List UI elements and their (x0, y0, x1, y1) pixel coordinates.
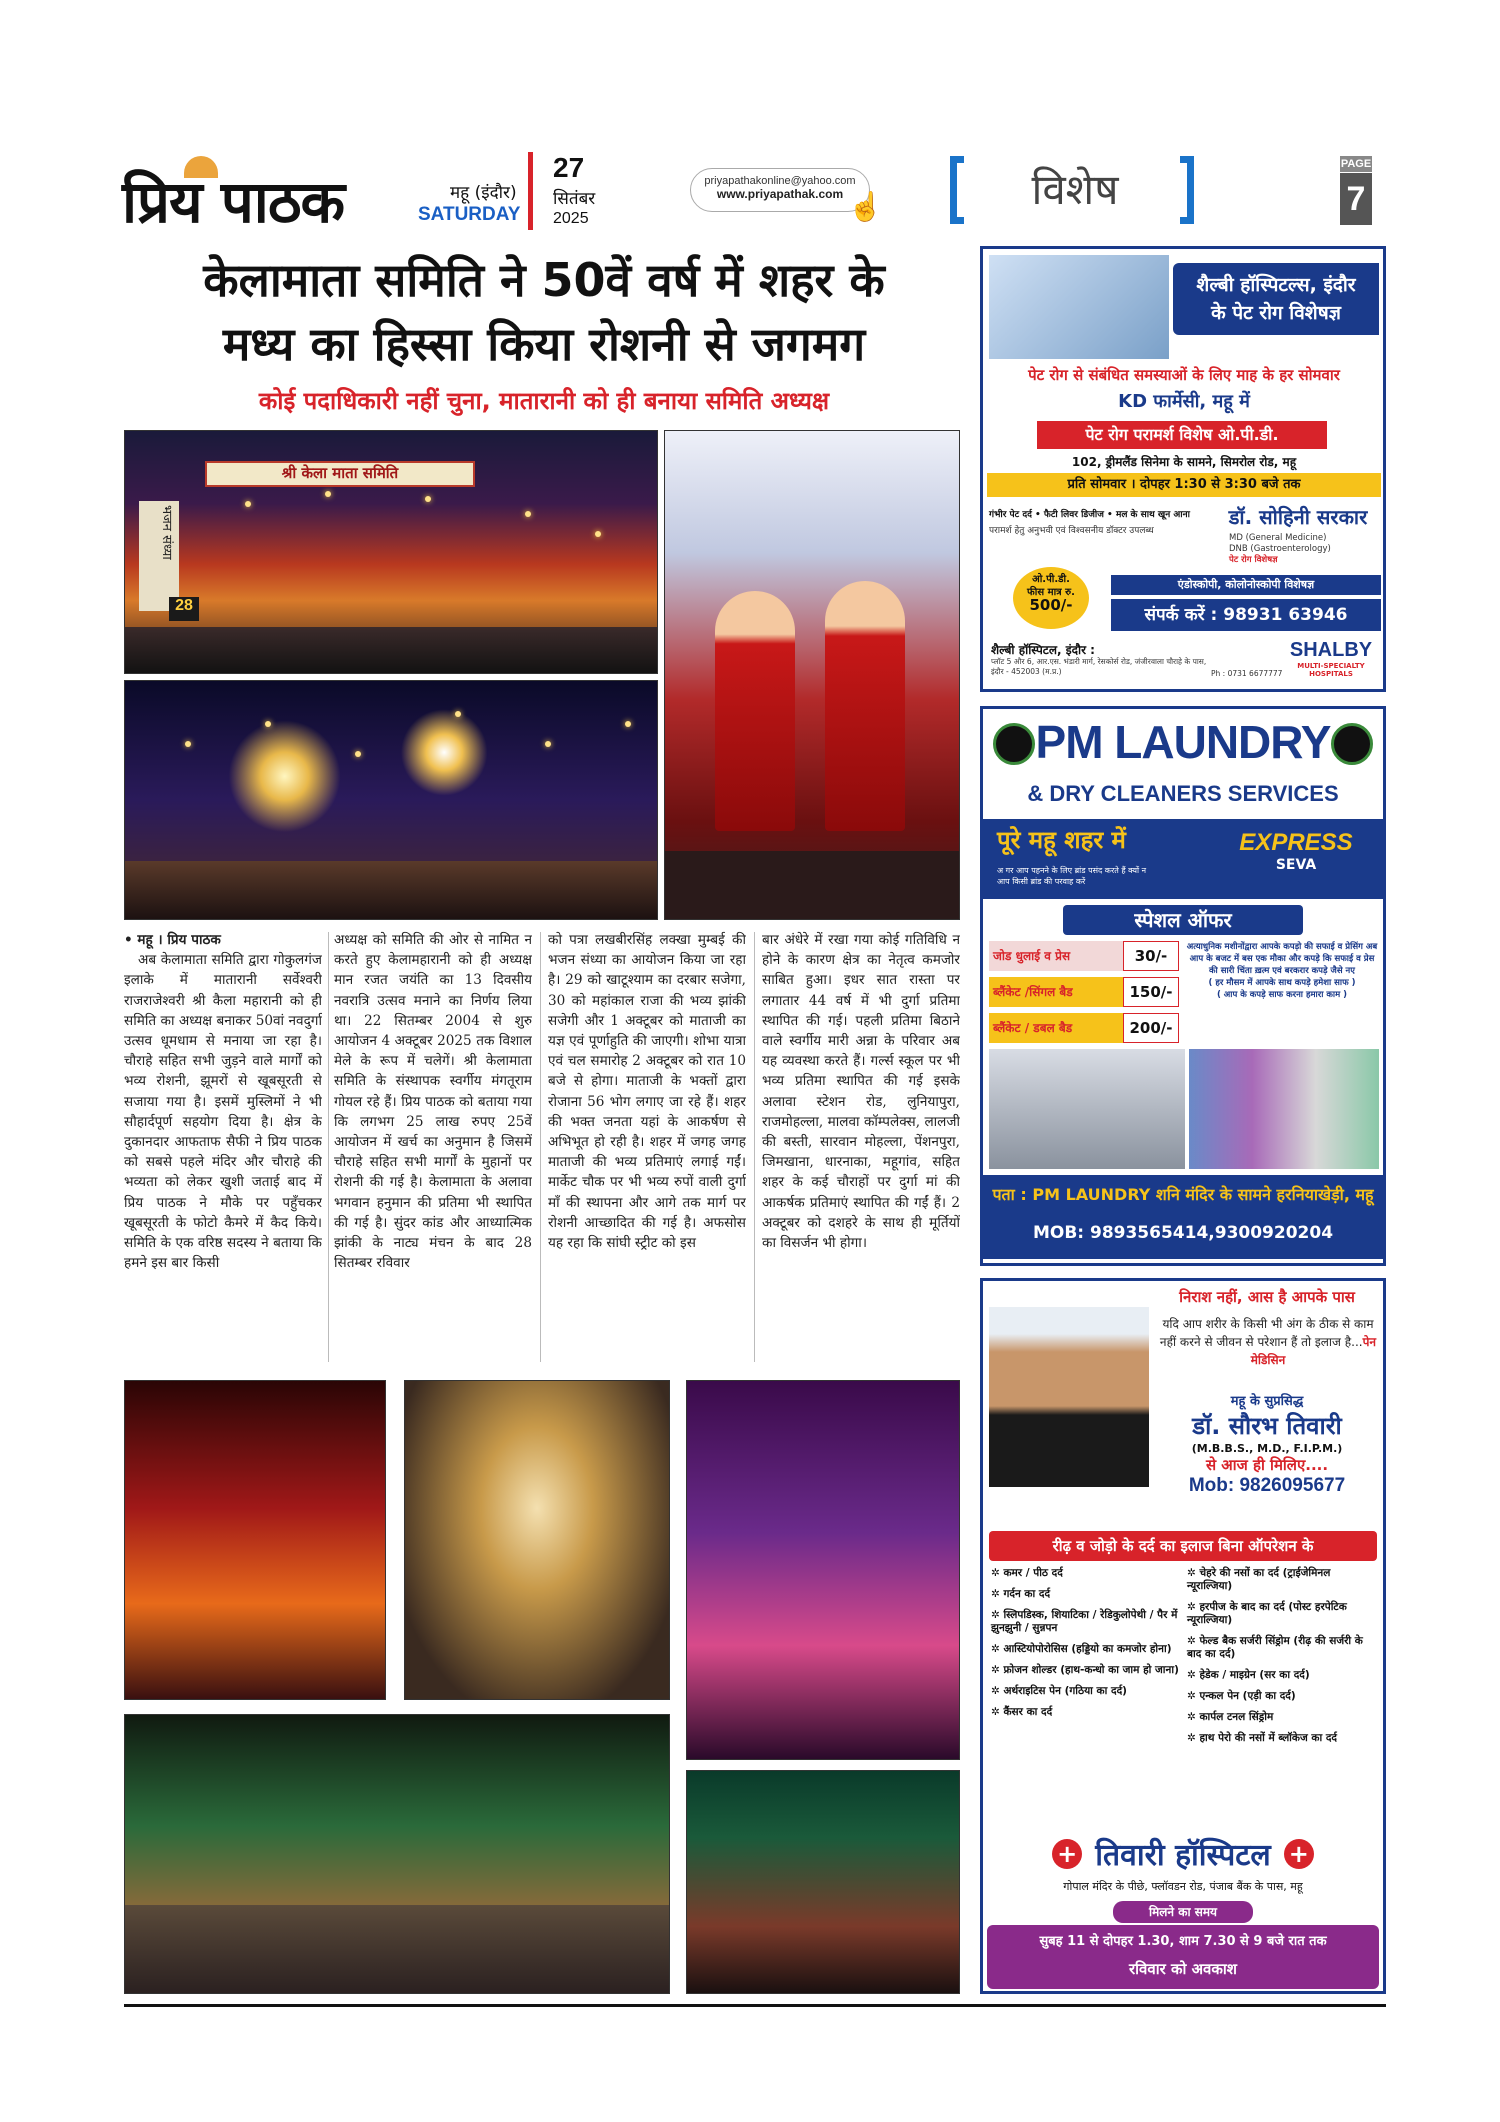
subheadline: कोई पदाधिकारी नहीं चुना, मातारानी को ही बनाया समिति अध्यक्ष (258, 387, 830, 415)
condition-item: ✲ फेल्ड बैक सर्जरी सिंड्रोम (रीढ़ की सर्जरी के बाद का दर्द) (1187, 1635, 1363, 1660)
condition-item: ✲ हेडेक / माइग्रेन (सर का दर्द) (1187, 1669, 1310, 1681)
gate-sign: श्री केला माता समिति (205, 461, 475, 487)
condition-item: ✲ गर्दन का दर्द (991, 1588, 1051, 1600)
opd-banner: पेट रोग परामर्श विशेष ओ.पी.डी. (1037, 421, 1327, 449)
photo-kali-idol (124, 1380, 386, 1700)
doctor-degrees: MD (General Medicine) DNB (Gastroenterology) पेट रोग विशेषज्ञ (1229, 533, 1331, 565)
ad-pm-laundry (980, 706, 1386, 1266)
hope-banner: निराश नहीं, आस है आपके पास (1179, 1288, 1355, 1306)
red-cross-icon: + (1052, 1839, 1082, 1869)
rate-item: ब्लैंकेट / डबल बैड (989, 1013, 1123, 1043)
photo-market-gate (124, 430, 658, 674)
date-divider (528, 152, 533, 230)
crowd (125, 627, 658, 674)
rate-table (989, 941, 1179, 1049)
pharmacy-name: KD फार्मेसी, महू में (1118, 391, 1250, 412)
section-title: विशेष (1031, 165, 1119, 214)
hospital-phone: Ph : 0731 6677777 (1211, 669, 1283, 678)
bhajan-board: भजन संध्या (139, 501, 179, 611)
monthly-notice: पेट रोग से संबंधित समस्याओं के लिए माह के हर सोमवार (1028, 366, 1340, 384)
laundry-logo-icon (1331, 723, 1373, 765)
section-bracket-left (950, 156, 964, 224)
dateline: • महू । प्रिय पाठक (124, 932, 221, 948)
contact-box (690, 168, 870, 212)
opd-address: 102, ड्रीमलैंड सिनेमा के सामने, सिमरोल रोड, महू (1071, 455, 1297, 469)
laundry-title: PM LAUNDRY (1035, 716, 1331, 768)
doctor-name: डॉ. सोहिनी सरकार (1228, 505, 1368, 529)
condition-item: ✲ कैंसर का दर्द (991, 1706, 1053, 1718)
doctor-info: महू के सुप्रसिद्ध डॉ. सौरभ तिवारी (M.B.B.S., M.D., F.I.P.M.) से आज ही मिलिए.... Mob: 9826095677 (1188, 1394, 1346, 1496)
visiting-hours: सुबह 11 से दोपहर 1.30, शाम 7.30 से 9 बजे रात तक रविवार को अवकाश (987, 1925, 1379, 1989)
column-rule (328, 932, 329, 1362)
group-of-people (125, 1905, 670, 1994)
newspaper-logo: प्रिय पाठक (122, 160, 362, 240)
pain-intro: यदि आप शरीर के किसी भी अंग के ठीक से काम नहीं करने से जीवन से परेशान हैं तो इलाज है...पेन मेडिसिन (1159, 1317, 1377, 1367)
washing-machines-image (989, 1049, 1185, 1169)
devotees (665, 851, 960, 920)
column-text: अब केलामाता समिति द्वारा गोकुलगंज इलाके में मातारानी सर्वेश्वरी राजराजेश्वरी श्री कैला महारानी को ही समिति का अध्यक्ष बनाकर 50वां नवदुर्गा उत्सव धूमधाम से मनाया जा रहा है। चौराहे सहित सभी जुड़ने वाले मार्गों को भव्य रोशनी, झूमरों से खूबसूरती से सजाया गया है। इसमें मुस्लिमों ने भी सौहार्दपूर्ण सहयोग दिया है। क्षेत्र के दुकानदार आफताफ सैफी ने प्रिय पाठक को सबसे पहले मंदिर और चौराहे की भव्यता को लेकर खुशी जताई बाद में प्रिय पाठक ने मौके पर पहुँचकर खूबसूरती के फोटो कैमरे में कैद किये। समिति के एक वरिष्ठ सदस्य ने बताया कि हमने इस बार किसी (124, 952, 322, 1272)
poster-date: 28 (169, 597, 199, 621)
condition-item: ✲ चेहरे की नसों का दर्द (ट्राईजेमिनल न्यूराल्जिया) (1187, 1567, 1331, 1592)
rate-row (989, 941, 1179, 971)
clothes-rack-image (1189, 1049, 1379, 1169)
photo-goddess-idols (664, 430, 960, 920)
idol-left (715, 591, 795, 831)
doctor-photo (989, 1307, 1149, 1487)
photo-chandeliers (124, 680, 658, 920)
ad-tiwari-hospital (980, 1278, 1386, 1994)
visiting-time-label: मिलने का समय (1113, 1901, 1253, 1923)
column-rule (540, 932, 541, 1362)
laundry-logo-icon (993, 723, 1035, 765)
column-rule (754, 932, 755, 1362)
photo-committee-members (124, 1714, 670, 1994)
laundry-address: पता : PM LAUNDRY शनि मंदिर के सामने हरनियाखेड़ी, महू (983, 1175, 1383, 1215)
contact-email[interactable]: priyapathakonline@yahoo.com (704, 175, 856, 187)
hospital-address: गोपाल मंदिर के पीछे, फ्लॉवडन रोड, पंजाब बैंक के पास, महू (1063, 1880, 1303, 1893)
headline: केलामाता समिति ने 50वें वर्ष में शहर के मध्य का हिस्सा किया रोशनी से जगमग (203, 253, 885, 371)
treatment-title: रीढ़ व जोड़ो के दर्द का इलाज बिना ऑपरेशन के (989, 1531, 1377, 1561)
condition-item: ✲ फ्रोजन शोल्डर (हाथ-कन्धो का जाम हो जाना) (991, 1664, 1179, 1676)
hospital-address: प्लॉट 5 और 6, आर.एस. भंडारी मार्ग, रेसकोर्स रोड, जंजीरवाला चौराहे के पास, इंदौर - 452003 (म.प्र.) (991, 657, 1207, 676)
idol-right (825, 581, 905, 831)
condition-item: ✲ अर्थराइटिस पेन (गठिया का दर्द) (991, 1685, 1127, 1697)
edition-place: महू (इंदौर) (450, 183, 517, 203)
special-offer-banner: स्पेशल ऑफर (1063, 905, 1303, 935)
condition-list-right (1187, 1567, 1379, 1753)
photo-mahishasura-idol (686, 1770, 960, 1994)
ad-title-box: शैल्बी हॉस्पिटल्स, इंदौर के पेट रोग विशेषज्ञ (1173, 263, 1379, 335)
photo-durga-on-lion (404, 1380, 670, 1700)
laundry-note: अ गर आप पहनने के लिए ब्रांड पसंद करते हैं क्यों न आप किसी ब्रांड की परवाह करें (997, 866, 1147, 886)
rate-price: 150/- (1123, 977, 1179, 1007)
contact-website[interactable]: www.priyapathak.com (716, 187, 844, 201)
rate-row (989, 1013, 1179, 1043)
article-column-4: बार अंधेरे में रखा गया कोई गतिविधि न होने के कारण क्षेत्र का नेतृत्व कमजोर साबित हुआ। इधर सात रास्ता पर लगातार 44 वर्ष में भी दुर्गा प्रतिमा स्थापित की गई। पहली प्रतिमा बिठाने वाले स्वर्गीय मारी अन्ना के परिवार अब यह व्यवस्था करते हैं। गर्ल्स स्कूल पर भी भव्य प्रतिमा स्थापित की गई इसके अलावा स्टेशन रोड, लुनियापुरा, राजमोहल्ला, मालवा कॉम्पलेक्स, लालजी की बस्ती, सारवान मोहल्ला, पेंशनपुरा, जिमखाना, धारनाका, महूगांव, सहित शहर के कई चौराहों पर दुर्गा मां की आकर्षक प्रतिमाएं स्थापित की गईं हैं। 2 अक्टूबर को दशहरे के साथ ही मूर्तियों का विसर्जन भी होगा। (762, 932, 960, 1252)
condition-item: ✲ आस्टियोपोरोसिस (हड्डियो का कमजोर होना) (991, 1643, 1172, 1655)
rate-price: 30/- (1123, 941, 1179, 971)
photo-ganesh-idol (686, 1380, 960, 1760)
rate-item: जोड धुलाई व प्रेस (989, 941, 1123, 971)
date-year: 2025 (553, 210, 589, 227)
endoscopy-banner: एंडोस्कोपी, कोलोनोस्कोपी विशेषज्ञ (1111, 575, 1381, 595)
page-label: PAGE (1340, 158, 1372, 170)
shalby-logo: SHALBY MULTI-SPECIALTY HOSPITALS (1289, 639, 1373, 678)
condition-item: ✲ हाथ पेरो की नसों में ब्लॉकेज का दर्द (1187, 1732, 1338, 1744)
date-month: सितंबर (553, 189, 596, 209)
city-coverage: पूरे महू शहर में (997, 826, 1126, 854)
article-column-1 (124, 930, 322, 1366)
page-number: 7 (1340, 173, 1372, 225)
hospital-building-image (989, 255, 1169, 359)
condition-item: ✲ एन्कल पेन (एड़ी का दर्द) (1187, 1690, 1296, 1702)
rate-item: ब्लैंकेट /सिंगल बैड (989, 977, 1123, 1007)
date-number: 27 (553, 152, 585, 183)
laundry-mobile: MOB: 9893565414,9300920204 (983, 1215, 1383, 1259)
condition-item: ✲ स्लिपडिस्क, शियाटिका / रेडिकुलोपेथी / पैर में झुनझुनी / सुन्नपन (991, 1609, 1178, 1634)
laundry-subtitle: & DRY CLEANERS SERVICES (1027, 781, 1339, 806)
page-bottom-rule (124, 2004, 1386, 2007)
rate-row (989, 977, 1179, 1007)
pointer-hand-icon: ☝ (848, 190, 883, 223)
rate-price: 200/- (1123, 1013, 1179, 1043)
condition-list-left (991, 1567, 1183, 1727)
symptom-list: गंभीर पेट दर्द • फैटी लिवर डिजीज • मल के साथ खून आना (989, 510, 1190, 520)
street (125, 861, 658, 920)
edition-day: SATURDAY (418, 204, 521, 225)
section-bracket-right (1180, 156, 1194, 224)
opd-timing: प्रति सोमवार । दोपहर 1:30 से 3:30 बजे तक (987, 473, 1381, 497)
article-column-3: को पत्रा लखबीरसिंह लक्खा मुम्बई की भजन संध्या का आयोजन किया जा रहा है। 29 को खाटूश्याम का दरबार सजेगा, 30 को महांकाल राजा की भव्य झांकी सजेगी और 1 अक्टूबर को माताजी का यज्ञ एवं पूर्णाहुति की जाएगी। शोभा यात्रा एवं चल समारोह 2 अक्टूबर को रात 10 बजे से होगा। माताजी के भक्तों द्वारा रोजाना 56 भोग लगाए जा रहे हैं। शहर की भक्त जनता यहां के आकर्षण से अभिभूत हो रही है। शहर में जगह जगह माताजी की भव्य प्रतिमाएं लगाई गईं। मार्केट चौक पर भी भव्य रुपों वाली दुर्गा माँ की स्थापना और आगे तक मार्ग पर रोशनी आच्छादित की गई है। अफसोस यह रहा कि सांघी स्ट्रीट को इस (548, 932, 746, 1252)
consult-note: परामर्श हेतु अनुभवी एवं विश्वसनीय डॉक्टर उपलब्ध (989, 526, 1154, 536)
ad-shalby-hospital (980, 246, 1386, 692)
article-column-2: अध्यक्ष को समिति की ओर से नामित न करते हुए केलामहारानी को ही अध्यक्ष मान रजत जयंति का 13 दिवसीय नवरात्रि उत्सव मनाने का निर्णय लिया था। 22 सितम्बर 2004 से शुरु आयोजन 4 अक्टूबर 2025 तक विशाल मेले के रूप में चलेगें। श्री केलामाता समिति के संस्थापक स्वर्गीय मंगतूराम गोयल रहे हैं। प्रिय पाठक को बताया गया कि लगभग 25 लाख रुपए 25वें आयोजन में खर्च का अनुमान है जिसमें चौराहे सहित सभी मार्गों के मुहानों पर रोशनी की गई है। केलामाता के अलावा भगवान हनुमान की प्रतिमा भी स्थापित की गई है। सुंदर कांड और आध्यात्मिक झांकी के नाट्य मंचन के बाद 28 सितम्बर रविवार (334, 932, 532, 1272)
hospital-name: शैल्बी हॉस्पिटल, इंदौर : (991, 643, 1095, 657)
express-logo: EXPRESS SEVA (1239, 829, 1353, 873)
hospital-name-banner: + तिवारी हॉस्पिटल + (993, 1833, 1373, 1877)
contact-phone: संपर्क करें : 98931 63946 (1111, 599, 1381, 631)
laundry-description: अत्याधुनिक मशीनोंद्वारा आपके कपड़ो की सफाई व प्रेसिंग अब आप के बजट में बस एक मौका और कपड़े कि सफाई व प्रेस की सारी चिंता ख़त्म एवं बरकरार कपड़े जैसे नए ( हर मौसम में आपके साथ कपड़े हमेशा साफ ) ( आप के कपड़े साफ करना हमारा काम ) (1186, 942, 1378, 1000)
condition-item: ✲ हरपीज के बाद का दर्द (पोस्ट हरपेटिक न्यूराल्जिया) (1187, 1601, 1347, 1626)
fee-badge: ओ.पी.डी. फीस मात्र रु. 500/- (1013, 567, 1089, 629)
condition-item: ✲ कमर / पीठ दर्द (991, 1567, 1063, 1579)
red-cross-icon: + (1284, 1839, 1314, 1869)
condition-item: ✲ कार्पल टनल सिंड्रोम (1187, 1711, 1274, 1723)
